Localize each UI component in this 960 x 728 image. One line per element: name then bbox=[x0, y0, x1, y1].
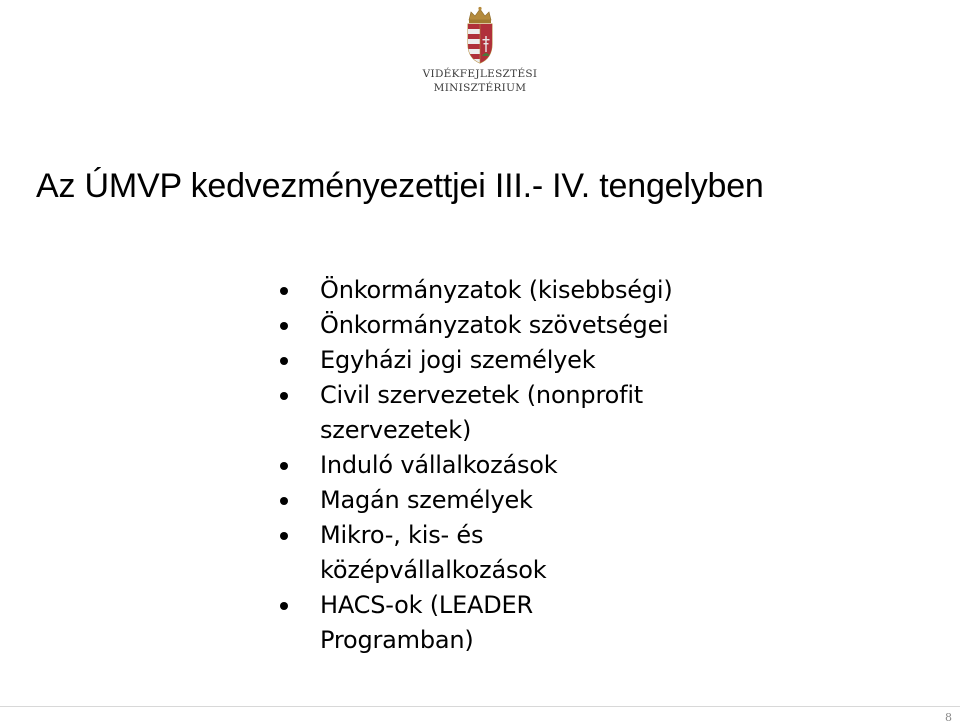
slide-title: Az ÚMVP kedvezményezettjei III.- IV. tengelyben bbox=[36, 167, 764, 205]
list-item-text: Magán személyek bbox=[320, 486, 533, 514]
list-item-text-continued: középvállalkozások bbox=[320, 556, 547, 584]
page-number: 8 bbox=[945, 711, 952, 724]
list-item-text: Egyházi jogi személyek bbox=[320, 346, 596, 374]
bullet-dot-icon bbox=[280, 322, 288, 330]
ministry-logo bbox=[420, 6, 540, 98]
list-item-text: Induló vállalkozások bbox=[320, 451, 558, 479]
list-item bbox=[276, 308, 796, 343]
beneficiary-list bbox=[276, 273, 796, 658]
bullet-dot-icon bbox=[280, 532, 288, 540]
bullet-dot-icon bbox=[280, 462, 288, 470]
list-item-text-continued: szervezetek) bbox=[320, 416, 472, 444]
list-item-text: HACS-ok (LEADER bbox=[320, 591, 533, 619]
list-item bbox=[276, 518, 796, 588]
list-item-text-continued: Programban) bbox=[320, 626, 474, 654]
list-item bbox=[276, 343, 796, 378]
list-item-text: Önkormányzatok (kisebbségi) bbox=[320, 276, 673, 304]
ministry-name-line1: VIDÉKFEJLESZTÉSI bbox=[422, 68, 538, 80]
list-item bbox=[276, 483, 796, 518]
list-item bbox=[276, 588, 796, 658]
list-item-text: Civil szervezetek (nonprofit bbox=[320, 381, 644, 409]
list-item bbox=[276, 378, 796, 448]
coat-of-arms-icon bbox=[460, 6, 500, 66]
ministry-name-line2: MINISZTÉRIUM bbox=[433, 82, 527, 94]
list-item-text: Önkormányzatok szövetségei bbox=[320, 311, 669, 339]
bullet-dot-icon bbox=[280, 497, 288, 505]
bullet-dot-icon bbox=[280, 357, 288, 365]
list-item bbox=[276, 448, 796, 483]
bullet-dot-icon bbox=[280, 287, 288, 295]
footer-divider bbox=[0, 706, 960, 707]
list-item-text: Mikro-, kis- és bbox=[320, 521, 484, 549]
list-item bbox=[276, 273, 796, 308]
bullet-dot-icon bbox=[280, 602, 288, 610]
bullet-dot-icon bbox=[280, 392, 288, 400]
